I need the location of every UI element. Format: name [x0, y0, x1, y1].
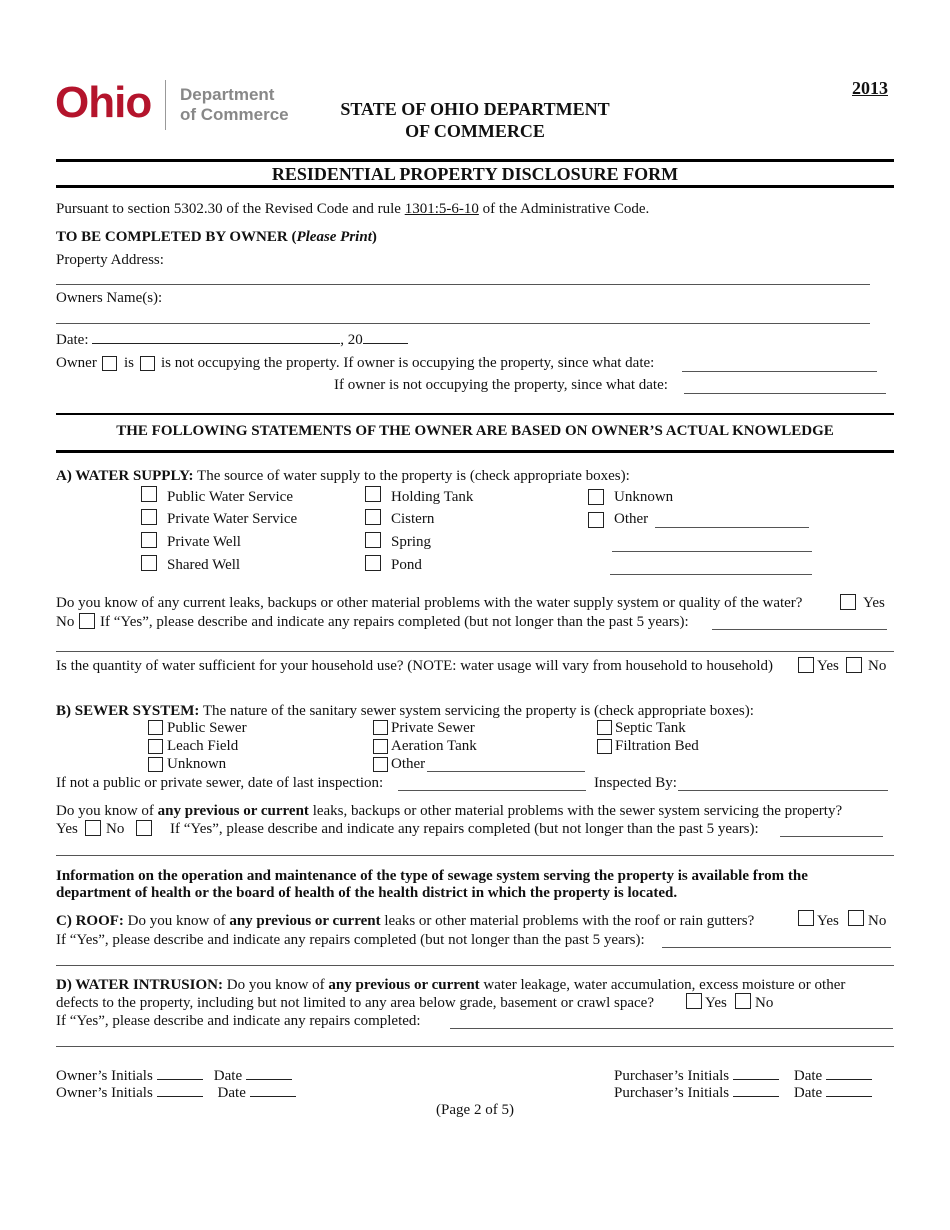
public-sewer-label: Public Sewer [167, 720, 247, 736]
date-row [56, 330, 408, 349]
pursuant-text [56, 201, 649, 218]
sewer-q-post: leaks, backups or other material problems with the sewer system servicing the property? [308, 803, 843, 819]
sewage-info-line1: Information on the operation and maintenance of the type of sewage system serving the property is available from the [56, 868, 808, 884]
is-label: is [124, 355, 135, 371]
private-water-service-checkbox[interactable] [141, 509, 157, 525]
property-address-field[interactable] [56, 284, 870, 285]
water-leaks-question: Do you know of any current leaks, backups or other material problems with the water supply system or quality of the water? [56, 595, 803, 611]
date-field[interactable] [92, 330, 340, 344]
water-quantity-no-checkbox[interactable] [846, 657, 862, 673]
owner-is-checkbox[interactable] [102, 356, 117, 371]
sewer-q-bold: any previous or current [157, 803, 309, 819]
shared-well-label: Shared Well [167, 557, 241, 573]
completed-close: ) [371, 229, 377, 245]
filtration-bed-label: Filtration Bed [615, 738, 699, 754]
inspected-by-label: Inspected By: [594, 775, 677, 791]
cistern-checkbox[interactable] [365, 509, 381, 525]
roof-no-label: No [868, 913, 887, 929]
private-sewer-checkbox[interactable] [373, 720, 388, 735]
title-rule-bottom [56, 185, 894, 188]
private-well-checkbox[interactable] [141, 532, 157, 548]
roof-yes-checkbox[interactable] [798, 910, 814, 926]
public-sewer-checkbox[interactable] [148, 720, 163, 735]
cistern-label: Cistern [391, 511, 435, 527]
sewer-yes-label: Yes [56, 821, 78, 837]
water-supply-heading: A) WATER SUPPLY: [56, 468, 194, 484]
pond-label: Pond [391, 557, 422, 573]
unknown-water-checkbox[interactable] [588, 489, 604, 505]
owner-initials-row-2 [56, 1083, 296, 1102]
water-intrusion-describe-field[interactable] [450, 1028, 893, 1029]
sewer-question [56, 803, 842, 820]
holding-tank-label: Holding Tank [391, 489, 474, 505]
unknown-sewer-label: Unknown [167, 756, 227, 772]
water-quantity-question: Is the quantity of water sufficient for your household use? (NOTE: water usage will vary from household to household) [56, 658, 774, 674]
purchaser-initials-row-2 [614, 1083, 872, 1102]
water-supply-heading-row [56, 468, 630, 485]
water-leaks-describe: If “Yes”, please describe and indicate any repairs completed (but not longer than the past 5 years): [100, 614, 689, 630]
title-rule-top [56, 159, 894, 162]
date-year-label: , 20 [340, 332, 363, 348]
private-sewer-label: Private Sewer [391, 720, 475, 736]
water-intrusion-yes-checkbox[interactable] [686, 993, 702, 1009]
sewer-no-checkbox[interactable] [136, 820, 152, 836]
sewer-q-pre: Do you know of [56, 803, 158, 819]
rule-ref: 1301:5-6-10 [404, 201, 479, 217]
purchaser-date-field-1[interactable] [826, 1066, 872, 1080]
other-sewer-checkbox[interactable] [373, 757, 388, 772]
owner-initials-field-1[interactable] [157, 1066, 203, 1080]
spring-checkbox[interactable] [365, 532, 381, 548]
unknown-sewer-checkbox[interactable] [148, 757, 163, 772]
statements-header: THE FOLLOWING STATEMENTS OF THE OWNER ARE BASED ON OWNER’S ACTUAL KNOWLEDGE [116, 423, 834, 439]
water-intrusion-question [56, 977, 845, 994]
owner-label: Owner [56, 355, 97, 371]
private-water-service-label: Private Water Service [167, 511, 298, 527]
owner-initials-label-2: Owner’s Initials [56, 1085, 153, 1101]
aeration-tank-label: Aeration Tank [391, 738, 477, 754]
water-intrusion-describe: If “Yes”, please describe and indicate any repairs completed: [56, 1013, 421, 1029]
owner-date-field-1[interactable] [246, 1066, 292, 1080]
roof-q-post: leaks or other material problems with the roof or rain gutters? [380, 913, 755, 929]
water-intrusion-no-label: No [755, 995, 774, 1011]
other-water-field[interactable] [655, 527, 809, 528]
owner-initials-field-2[interactable] [157, 1083, 203, 1097]
logo-dept-line1: Department [180, 85, 275, 104]
date-label: Date: [56, 332, 89, 348]
owners-names-field[interactable] [56, 323, 870, 324]
form-title: RESIDENTIAL PROPERTY DISCLOSURE FORM [271, 164, 679, 184]
water-leaks-describe-field-2[interactable] [56, 651, 894, 652]
please-print: Please Print [296, 229, 372, 245]
roof-describe-field-2[interactable] [56, 965, 894, 966]
sewage-info-line2: department of health or the board of health of the health district in which the property is located. [56, 885, 678, 901]
roof-q-pre: Do you know of [123, 913, 230, 929]
unknown-water-label: Unknown [614, 489, 674, 505]
header-title-line1: STATE OF OHIO DEPARTMENT [340, 99, 610, 119]
not-occupying-since-field[interactable] [684, 393, 886, 394]
purchaser-date-label-2: Date [793, 1085, 823, 1101]
property-address-label: Property Address: [56, 252, 164, 268]
public-water-service-label: Public Water Service [167, 489, 293, 505]
not-occupying-label: If owner is not occupying the property, since what date: [334, 377, 668, 393]
header-title-line2: OF COMMERCE [405, 121, 545, 141]
other-water-label: Other [614, 511, 649, 527]
water-leaks-yes-label: Yes [863, 595, 885, 611]
septic-tank-label: Septic Tank [615, 720, 686, 736]
public-water-service-checkbox[interactable] [141, 486, 157, 502]
roof-question [56, 913, 754, 930]
septic-tank-checkbox[interactable] [597, 720, 612, 735]
roof-yes-label: Yes [817, 913, 839, 929]
logo-dept-line2: of Commerce [180, 105, 289, 124]
shared-well-checkbox[interactable] [141, 555, 157, 571]
sewer-describe-field-2[interactable] [56, 855, 894, 856]
sewer-heading-row [56, 703, 754, 720]
other-sewer-field[interactable] [427, 771, 585, 772]
water-leaks-describe-field[interactable] [712, 629, 887, 630]
ohio-logo: Ohio [55, 78, 152, 127]
inspected-by-field[interactable] [678, 790, 888, 791]
owner-date-label-1: Date [213, 1068, 243, 1084]
owner-initials-label-1: Owner’s Initials [56, 1068, 153, 1084]
purchaser-date-label-1: Date [793, 1068, 823, 1084]
sewer-prompt: The nature of the sanitary sewer system servicing the property is (check appropriate boxes): [199, 703, 754, 719]
owner-date-label-2: Date [217, 1085, 246, 1101]
pursuant-post: of the Administrative Code. [478, 201, 650, 217]
purchaser-initials-label-1: Purchaser’s Initials [614, 1068, 730, 1084]
water-intrusion-q-line2: defects to the property, including but not limited to any area below grade, basement or crawl space? [56, 995, 654, 1011]
spring-label: Spring [391, 534, 432, 550]
other-water-field-3[interactable] [610, 574, 812, 575]
filtration-bed-checkbox[interactable] [597, 739, 612, 754]
completed-by: TO BE COMPLETED BY OWNER ( [56, 229, 297, 245]
pond-checkbox[interactable] [365, 555, 381, 571]
roof-no-checkbox[interactable] [848, 910, 864, 926]
owners-names-label: Owners Name(s): [56, 290, 163, 306]
private-well-label: Private Well [167, 534, 241, 550]
roof-describe: If “Yes”, please describe and indicate any repairs completed (but not longer than the past 5 years): [56, 932, 645, 948]
is-not-label: is not occupying the property. If owner is occupying the property, since what date: [161, 355, 655, 371]
pursuant-pre: Pursuant to section 5302.30 of the Revised Code and rule [56, 201, 405, 217]
water-intrusion-yes-label: Yes [705, 995, 727, 1011]
holding-tank-checkbox[interactable] [365, 486, 381, 502]
sewer-describe-field[interactable] [780, 836, 883, 837]
completed-by-owner [56, 229, 377, 246]
aeration-tank-checkbox[interactable] [373, 739, 388, 754]
water-quantity-yes-label: Yes [817, 658, 839, 674]
sewer-yes-checkbox[interactable] [85, 820, 101, 836]
form-year: 2013 [852, 78, 888, 98]
water-supply-prompt: The source of water supply to the property is (check appropriate boxes): [193, 468, 630, 484]
sewer-heading: B) SEWER SYSTEM: [56, 703, 200, 719]
roof-heading: C) ROOF: [56, 913, 124, 929]
water-intrusion-describe-field-2[interactable] [56, 1046, 894, 1047]
water-intrusion-heading: D) WATER INTRUSION: [56, 977, 223, 993]
water-leaks-no-label: No [56, 614, 75, 630]
date-year-field[interactable] [363, 330, 408, 344]
water-quantity-yes-checkbox[interactable] [798, 657, 814, 673]
roof-describe-field[interactable] [662, 947, 891, 948]
water-intrusion-q-bold: any previous or current [328, 977, 480, 993]
statements-rule-top [56, 413, 894, 415]
purchaser-date-field-2[interactable] [826, 1083, 872, 1097]
leach-field-checkbox[interactable] [148, 739, 163, 754]
water-leaks-no-checkbox[interactable] [79, 613, 95, 629]
owner-is-not-checkbox[interactable] [140, 356, 155, 371]
purchaser-initials-label-2: Purchaser’s Initials [614, 1085, 730, 1101]
purchaser-initials-field-1[interactable] [733, 1066, 779, 1080]
occupying-since-field[interactable] [682, 371, 877, 372]
roof-q-bold: any previous or current [229, 913, 381, 929]
purchaser-initials-field-2[interactable] [733, 1083, 779, 1097]
statements-rule-bottom [56, 450, 894, 453]
other-water-checkbox[interactable] [588, 512, 604, 528]
owner-date-field-2[interactable] [250, 1083, 296, 1097]
sewer-inspection-field[interactable] [398, 790, 586, 791]
water-intrusion-no-checkbox[interactable] [735, 993, 751, 1009]
other-water-field-2[interactable] [612, 551, 812, 552]
other-sewer-label: Other [391, 756, 426, 772]
page-number: (Page 2 of 5) [436, 1102, 514, 1118]
water-intrusion-q-post: water leakage, water accumulation, excess moisture or other [479, 977, 846, 993]
sewer-describe: If “Yes”, please describe and indicate any repairs completed (but not longer than the past 5 years): [170, 821, 759, 837]
water-quantity-no-label: No [868, 658, 887, 674]
water-leaks-yes-checkbox[interactable] [840, 594, 856, 610]
leach-field-label: Leach Field [167, 738, 239, 754]
sewer-inspection-label: If not a public or private sewer, date of last inspection: [56, 775, 384, 791]
water-intrusion-q-pre: Do you know of [222, 977, 329, 993]
sewer-no-label: No [106, 821, 125, 837]
